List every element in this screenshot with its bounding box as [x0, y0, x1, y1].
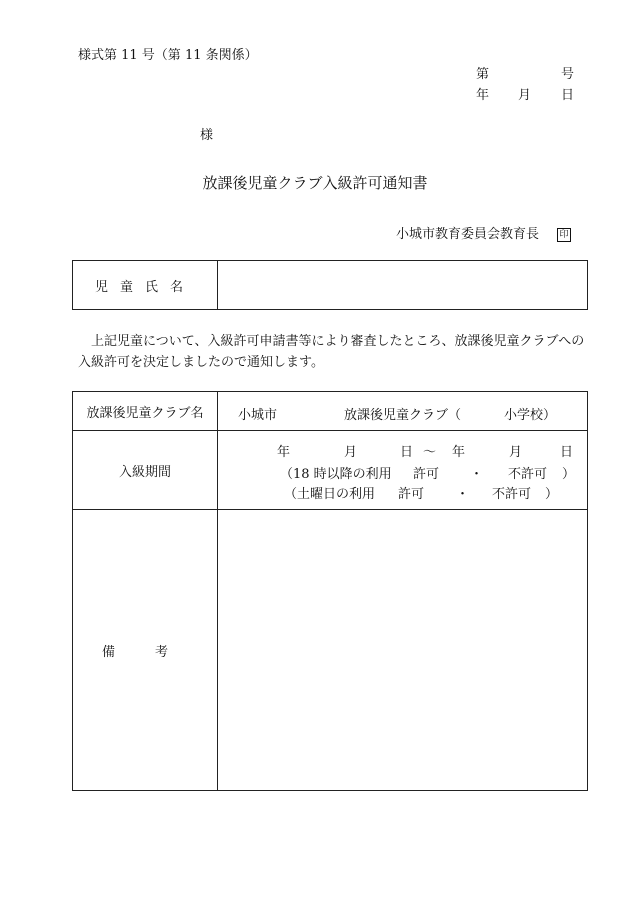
- club-row: [73, 392, 588, 431]
- period-start-day: 日: [400, 445, 414, 460]
- period-start-year: 年: [277, 445, 291, 460]
- period-tilde: 〜: [423, 445, 437, 460]
- saturday-permit[interactable]: 許可: [398, 487, 425, 502]
- period-row: [73, 431, 588, 510]
- club-label: 放課後児童クラブ名: [73, 392, 218, 431]
- after18-separator: ・: [470, 467, 484, 482]
- child-name-field[interactable]: [218, 261, 588, 310]
- child-name-table: [72, 260, 588, 310]
- form-number: 様式第 11 号（第 11 条関係）: [78, 48, 258, 63]
- period-end-year: 年: [452, 445, 466, 460]
- issuer-name: 小城市教育委員会教育長: [396, 227, 540, 242]
- after18-permit[interactable]: 許可: [413, 467, 440, 482]
- doc-no-suffix: 号: [561, 67, 575, 82]
- saturday-label: （土曜日の利用: [284, 487, 376, 502]
- date-day: 日: [561, 88, 575, 103]
- doc-no-prefix: 第: [476, 67, 490, 82]
- period-end-month: 月: [509, 445, 523, 460]
- date-month: 月: [518, 88, 532, 103]
- saturday-deny[interactable]: 不許可: [492, 487, 532, 502]
- period-label: 入級期間: [73, 431, 218, 510]
- club-school: 小学校）: [504, 408, 557, 423]
- child-name-label: 児童氏名: [73, 261, 218, 310]
- seal-mark: 印: [557, 228, 571, 242]
- club-city: 小城市: [238, 408, 278, 423]
- document-title: 放課後児童クラブ入級許可通知書: [202, 174, 428, 192]
- period-start-month: 月: [344, 445, 358, 460]
- notice-body: 上記児童について、入級許可申請書等により審査したところ、放課後児童クラブへの入級許可を決定しましたので通知します。: [78, 334, 585, 370]
- after18-deny[interactable]: 不許可: [508, 467, 548, 482]
- after18-close: ）: [562, 467, 576, 482]
- period-value: [218, 431, 588, 510]
- period-end-day: 日: [560, 445, 574, 460]
- details-table: [72, 391, 588, 791]
- issuer: [396, 223, 571, 242]
- club-value: [218, 392, 588, 431]
- saturday-separator: ・: [456, 487, 470, 502]
- date-year: 年: [476, 88, 490, 103]
- after18-label: （18 時以降の利用: [280, 467, 392, 482]
- remarks-label: 備考: [73, 510, 218, 791]
- saturday-close: ）: [545, 487, 559, 502]
- remarks-field[interactable]: [218, 510, 588, 791]
- addressee: 様: [200, 128, 214, 143]
- club-name: 放課後児童クラブ（: [344, 408, 462, 423]
- remarks-row: [73, 510, 588, 791]
